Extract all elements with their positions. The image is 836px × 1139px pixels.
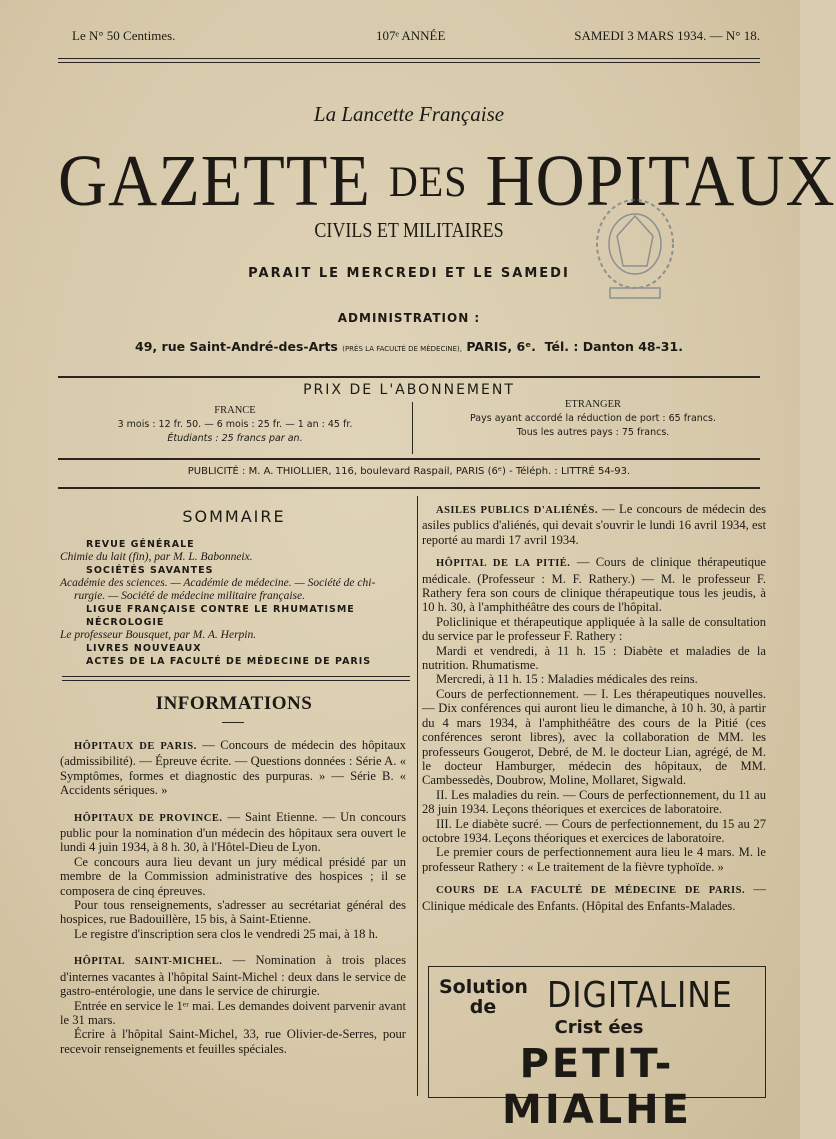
foreign-head: ETRANGER xyxy=(565,399,621,410)
address-note: (PRÈS LA FACULTÉ DE MÉDECINE), xyxy=(342,345,463,353)
hopitaux-paris-text: — Concours de médecin des hôpitaux (admissibilité). — Épreuve écrite. — Questions données : Série A. « Symptômes, formes et diagnostic des purpuras. » — Série B. « Accidents sériques. » xyxy=(60,738,406,798)
informations-column xyxy=(60,738,406,1056)
issue-price: Le N° 50 Centimes. xyxy=(72,28,176,43)
administration-label: ADMINISTRATION : xyxy=(337,311,481,325)
advert-solution-de xyxy=(439,977,527,1017)
paragraph: Mardi et vendredi, à 11 h. 15 : Diabète et maladies de la nutrition. Rhumatisme. xyxy=(422,643,766,673)
france-rates: 3 mois : 12 fr. 50. — 6 mois : 25 fr. — 1 an : 45 fr. xyxy=(117,419,353,430)
top-rule-2 xyxy=(58,62,760,63)
subscription-top-rule xyxy=(58,376,760,378)
paragraph: Policlinique et thérapeutique appliquée à la salle de consultation du service par le professeur F. Rathery : xyxy=(422,614,766,644)
top-info-line xyxy=(60,28,760,50)
pitie-text: — Cours de clinique thérapeutique médicale. (Professeur : M. F. Rathery.) — M. le professeur F. Rathery fera son cours de clinique thérapeutique tous les jeudis, à 10 h. 30, à l'amphithéâtre des cours de l'hôpital. xyxy=(422,555,766,615)
paragraph: Ce concours aura lieu devant un jury médical présidé par un membre de la Commission administrative des hospices ; il se composera de cinq épreuves. xyxy=(60,854,406,898)
sommaire-section xyxy=(60,507,408,668)
informations-underline xyxy=(222,722,244,723)
sommaire-societes-savantes: SOCIÉTÉS SAVANTES xyxy=(86,565,214,577)
sommaire-item: Le professeur Bousquet, par M. A. Herpin. xyxy=(60,629,257,642)
subscription-title: PRIX DE L'ABONNEMENT xyxy=(303,382,515,398)
advert-solution: Solution xyxy=(439,976,528,998)
address-street: 49, rue Saint-André-des-Arts xyxy=(135,339,338,354)
title-hopitaux: HOPITAUX xyxy=(485,138,836,221)
sommaire-actes-faculte: ACTES DE LA FACULTÉ DE MÉDECINE DE PARIS xyxy=(86,656,372,668)
sommaire-necrologie: NÉCROLOGIE xyxy=(86,617,165,629)
paragraph: Mercredi, à 11 h. 15 : Maladies médicales des reins. xyxy=(436,672,698,687)
sommaire-item: Chimie du lait (fin), par M. L. Babonneix. xyxy=(60,551,253,564)
hopitaux-province-head: HÔPITAUX DE PROVINCE. xyxy=(74,812,223,824)
faculte-text: — Clinique médicale des Enfants. (Hôpital des Enfants-Malades. xyxy=(422,882,766,913)
publication-schedule: PARAIT LE MERCREDI ET LE SAMEDI xyxy=(248,266,570,281)
top-rule xyxy=(58,58,760,59)
paragraph: Entrée en service le 1ᵉʳ mai. Les demandes doivent parvenir avant le 31 mars. xyxy=(60,998,406,1027)
asiles-head: ASILES PUBLICS D'ALIÉNÉS. xyxy=(436,505,598,516)
advert-crist: Crist ées xyxy=(554,1017,644,1038)
hopital-saint-michel-text: — Nomination à trois places d'internes vacantes à l'hôpital Saint-Michel : deux dans le service de gastro-entérologie, une dans le service de chirurgie. xyxy=(60,953,406,999)
foreign-prices xyxy=(418,398,768,440)
publicite-bottom-rule xyxy=(58,487,760,489)
right-column xyxy=(422,502,766,913)
sommaire-revue-generale: REVUE GÉNÉRALE xyxy=(86,539,195,551)
address-city: PARIS, 6ᵉ. xyxy=(466,339,536,354)
advert-de: de xyxy=(469,996,497,1018)
hopital-saint-michel-head: HÔPITAL SAINT-MICHEL. xyxy=(74,956,223,968)
advert-brand: DIGITALINE xyxy=(547,975,733,1016)
paragraph: III. Le diabète sucré. — Cours de perfectionnement, du 15 au 27 octobre 1934. Leçons théoriques et exercices de laboratoire. xyxy=(422,816,766,845)
library-stamp-icon xyxy=(592,196,678,302)
publicite-top-rule xyxy=(58,458,760,460)
sommaire-item: rurgie. — Société de médecine militaire française. xyxy=(74,590,306,603)
paragraph: Cours de perfectionnement. — I. Les thérapeutiques nouvelles. — Dix conférences qui auront lieu le dimanche, à 10 h. 30, à partir du 4 mars 1934, à l'amphithéâtre des cours de la Pitié (ces conférences seront libres), avec la collaboration de MM. les professeurs Gougerot, Debré, de M. le docteur Lian, agrégé, de M. le docteur Hamburger, médecin des hôpitaux, de MM. Cambessedès, Doubrow, Moline, Mollaret, Sigwald. xyxy=(422,686,766,788)
sommaire-ligue: LIGUE FRANÇAISE CONTRE LE RHUMATISME xyxy=(86,604,355,616)
foreign-rate-other: Tous les autres pays : 75 francs. xyxy=(516,427,670,438)
digitaline-advert xyxy=(428,966,766,1133)
foreign-rate-reduced: Pays ayant accordé la réduction de port : 65 francs. xyxy=(470,413,716,424)
hopitaux-paris-head: HÔPITAUX DE PARIS. xyxy=(74,741,197,752)
student-rate: Étudiants : 25 francs par an. xyxy=(167,433,303,444)
asiles-text: — Le concours de médecin des asiles publics d'aliénés, qui devait s'ouvrir le lundi 16 avril 1934, est reporté au mardi 17 avril 1934. xyxy=(422,502,767,547)
france-head: FRANCE xyxy=(214,405,256,416)
paragraph: II. Les maladies du rein. — Cours de perfectionnement, du 11 au 28 juin 1934. Leçons théoriques et exercices de laboratoire. xyxy=(422,787,766,817)
address-telephone: Tél. : Danton 48-31. xyxy=(544,339,683,354)
paragraph: Le registre d'inscription sera clos le vendredi 25 mai, à 18 h. xyxy=(74,926,379,941)
sommaire-rule xyxy=(62,676,410,677)
sommaire-title: SOMMAIRE xyxy=(182,507,286,526)
column-divider xyxy=(417,496,418,1096)
sommaire-item: Académie des sciences. — Académie de médecine. — Société de chi- xyxy=(60,577,376,590)
issue-date: SAMEDI 3 MARS 1934. — N° 18. xyxy=(574,28,760,43)
address-line xyxy=(58,339,760,354)
hopitaux-province-text: — Saint Etienne. — Un concours public pour la nomination d'un médecin des hôpitaux sera ouvert le lundi 4 juin 1934, à 8 h. 30, à l'Hôtel-Dieu de Lyon. xyxy=(60,809,406,855)
pitie-head: HÔPITAL DE LA PITIÉ. xyxy=(436,558,571,570)
title-gazette: GAZETTE xyxy=(58,138,371,221)
informations-title: INFORMATIONS xyxy=(155,693,313,714)
sommaire-rule-2 xyxy=(62,680,410,681)
faculte-head: COURS DE LA FACULTÉ DE MÉDECINE DE PARIS. xyxy=(436,885,746,897)
sommaire-livres-nouveaux: LIVRES NOUVEAUX xyxy=(86,643,202,655)
france-prices xyxy=(70,404,400,446)
paragraph: Le premier cours de perfectionnement aura lieu le 4 mars. M. le professeur Rathery : « Le traitement de la fièvre typhoïde. » xyxy=(422,845,766,874)
subscription-divider xyxy=(412,402,413,454)
publicite-line: PUBLICITÉ : M. A. THIOLLIER, 116, boulevard Raspail, PARIS (6ᵉ) - Téléph. : LITTRÉ 54-93. xyxy=(187,466,631,477)
paragraph: Pour tous renseignements, s'adresser au secrétariat général des hospices, rue Badouillère, 15 bis, à Saint-Etienne. xyxy=(60,898,406,927)
paragraph: Écrire à l'hôpital Saint-Michel, 33, rue Olivier-de-Serres, pour recevoir renseignements et feuilles spéciales. xyxy=(60,1027,406,1056)
advert-maker: PETIT-MIALHE xyxy=(502,1041,692,1133)
lancette-francaise: La Lancette Française xyxy=(313,102,505,126)
title-des: DES xyxy=(388,157,468,206)
subtitle: CIVILS ET MILITAIRES xyxy=(314,217,504,242)
year-number: 107ᵉ ANNÉE xyxy=(376,28,446,43)
